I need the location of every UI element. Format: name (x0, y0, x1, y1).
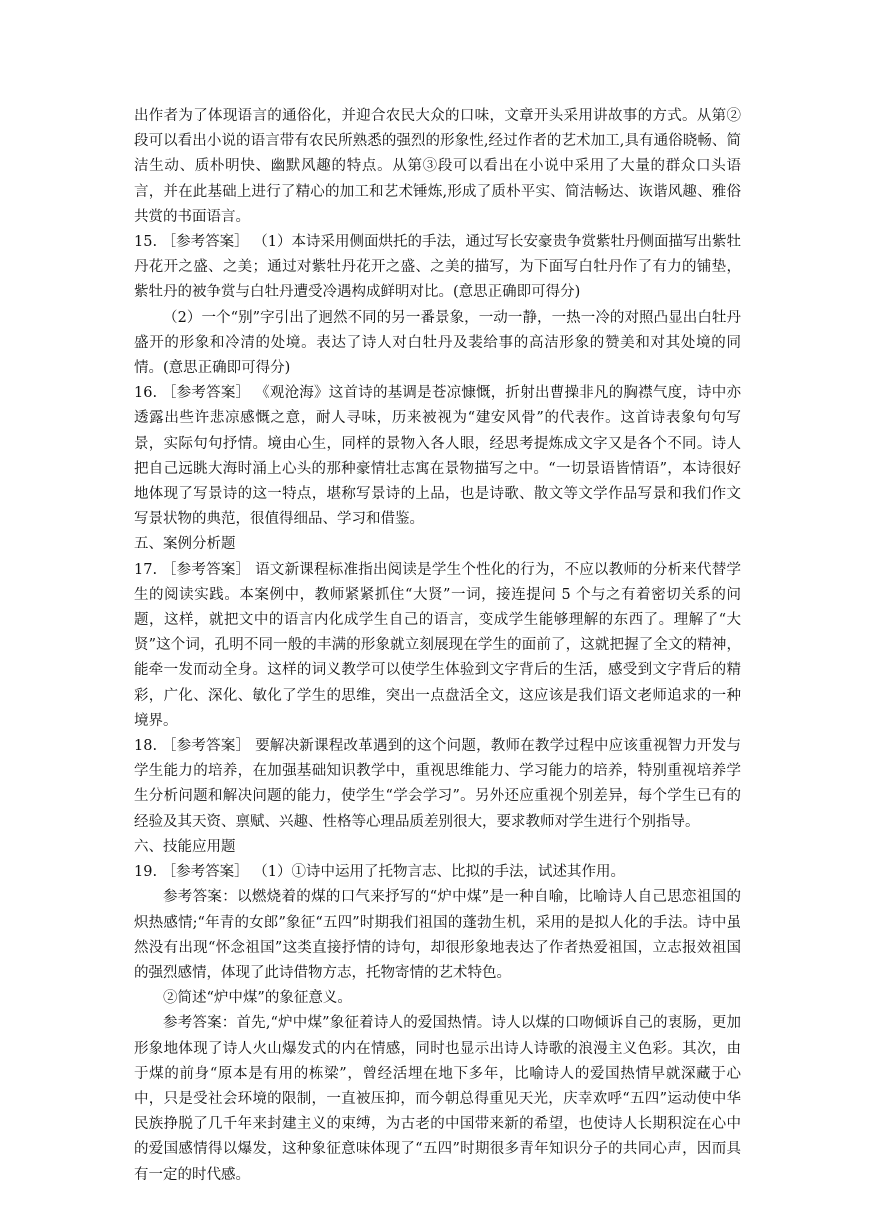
answer-19-response-2: 参考答案：首先,“炉中煤”象征着诗人的爱国热情。诗人以煤的口吻倾诉自己的衷肠，更加形象地体现了诗人火山爆发式的内在情感，同时也显示出诗人诗歌的浪漫主义色彩。其次，由于煤的前身“原本是有用的栋梁”，曾经活埋在地下多年，比喻诗人的爱国热情早就深藏于心中，只是受社会环境的限制，一直被压抑，而今朝总得重见天光，庆幸欢呼“五四”运动使中华民族挣脱了几千年来封建主义的束缚，为古老的中国带来新的希望，也使诗人长期积淀在心中的爱国感情得以爆发，这种象征意味体现了“五四”时期很多青年知识分子的共同心声，因而具有一定的时代感。 (134, 1015, 741, 1183)
answer-15-part-1: 15. ［参考答案］ （1）本诗采用侧面烘托的手法，通过写长安豪贵争赏紫牡丹侧面描写出紫牡丹花开之盛、之美；通过对紫牡丹花开之盛、之美的描写，为下面写白牡丹作了有力的铺垫，紫牡丹的被争赏与白牡丹遭受冷遇构成鲜明对比。(意思正确即可得分) (134, 234, 741, 301)
answer-16: 16. ［参考答案］ 《观沧海》这首诗的基调是苍凉慷慨，折射出曹操非凡的胸襟气度，诗中亦透露出些许悲凉感慨之意，耐人寻味，历来被视为“建安风骨”的代表作。这首诗表象句句写景，实际句句抒情。境由心生，同样的景物入各人眼，经思考提炼成文字又是各个不同。诗人把自己远眺大海时涌上心头的那种豪情壮志寓在景物描写之中。“一切景语皆情语”，本诗很好地体现了写景诗的这一特点，堪称写景诗的上品，也是诗歌、散文等文学作品写景和我们作文写景状物的典范，很值得细品、学习和借鉴。 (134, 385, 741, 528)
paragraph-intro-continuation: 出作者为了体现语言的通俗化，并迎合农民大众的口味，文章开头采用讲故事的方式。从第②段可以看出小说的语言带有农民所熟悉的强烈的形象性,经过作者的艺术加工,具有通俗晓畅、简洁生动、质朴明快、幽默风趣的特点。从第③段可以看出在小说中采用了大量的群众口头语言，并在此基础上进行了精心的加工和艺术锤炼,形成了质朴平实、简洁畅达、诙谐风趣、雅俗共赏的书面语言。 (134, 108, 741, 225)
answer-15-part-2: （2）一个“别”字引出了迥然不同的另一番景象，一动一静，一热一冷的对照凸显出白牡丹盛开的形象和冷清的处境。表达了诗人对白牡丹及裴给事的高洁形象的赞美和对其处境的同情。(意思正确即可得分) (134, 309, 741, 377)
answer-18: 18. ［参考答案］ 要解决新课程改革遇到的这个问题，教师在教学过程中应该重视智力开发与学生能力的培养，在加强基础知识教学中，重视思维能力、学习能力的培养，特别重视培养学生分析问题和解决问题的能力，使学生“学会学习”。另外还应重视个别差异，每个学生已有的经验及其天资、禀赋、兴趣、性格等心理品质差别很大，要求教师对学生进行个别指导。 (134, 738, 741, 830)
section-heading-case-analysis: 五、案例分析题 (134, 536, 236, 553)
answer-17: 17. ［参考答案］ 语文新课程标准指出阅读是学生个性化的行为，不应以教师的分析来代替学生的阅读实践。本案例中，教师紧紧抓住“大贤”一词，接连提问 5 个与之有着密切关系的问题，这样，就把文中的语言内化成学生自己的语言，变成学生能够理解的东西了。理解了“大贤”这个词，孔明不同一般的丰满的形象就立刻展现在学生的面前了，这就把握了全文的精神，能牵一发而动全身。这样的词义教学可以使学生体验到文字背后的生活，感受到文字背后的精彩，广化、深化、敏化了学生的思维，突出一点盘活全文，这应该是我们语文老师追求的一种境界。 (134, 561, 741, 729)
answer-19-question-1: 19. ［参考答案］ （1）①诗中运用了托物言志、比拟的手法，试述其作用。 (134, 864, 626, 881)
answer-19-question-2: ②简述“炉中煤”的象征意义。 (163, 990, 352, 1007)
section-heading-skill-application: 六、技能应用题 (134, 838, 236, 855)
answer-19-response-1: 参考答案：以燃烧着的煤的口气来抒写的“炉中煤”是一种自喻，比喻诗人自己思恋祖国的炽热感情;“年青的女郎”象征“五四”时期我们祖国的蓬勃生机，采用的是拟人化的手法。诗中虽然没有出现“怀念祖国”这类直接抒情的诗句，却很形象地表达了作者热爱祖国，立志报效祖国的强烈感情，体现了此诗借物方志，托物寄情的艺术特色。 (134, 889, 741, 981)
